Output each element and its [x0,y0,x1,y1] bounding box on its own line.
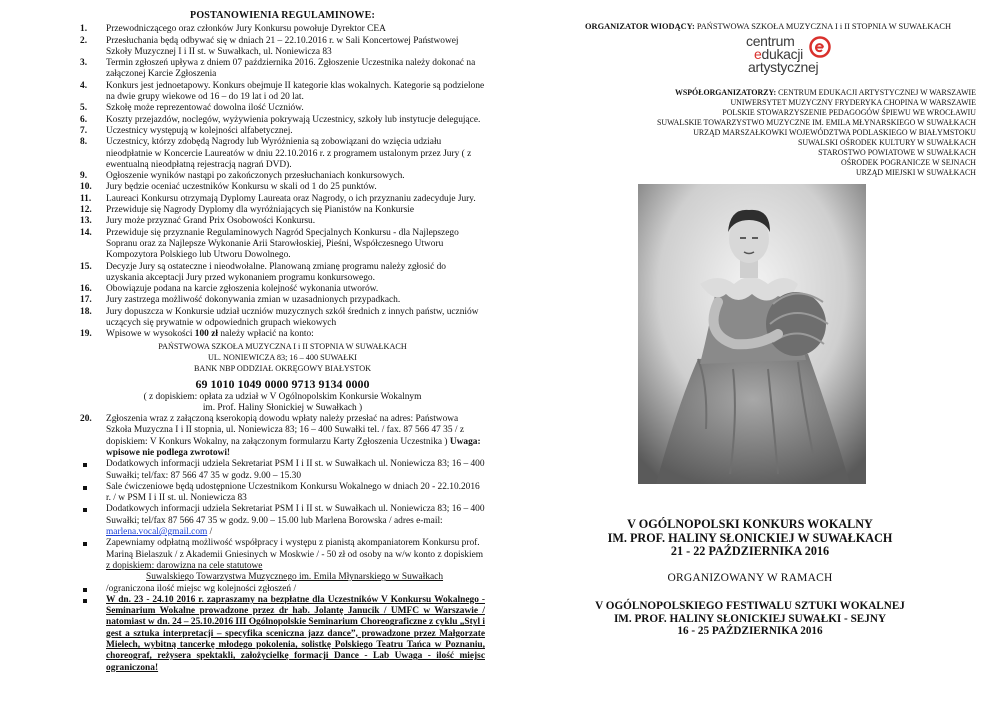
co-organizer-item: OŚRODEK POGRANICZE W SEJNACH [841,158,976,167]
item-number: 16. [80,284,92,295]
organized-within-label: ORGANIZOWANY W RAMACH [667,572,833,584]
account-note-1: ( z dopiskiem: opłata za udział w V Ogólnopolskim Konkursie Wokalnym [143,391,422,402]
festival-title: V OGÓLNOPOLSKIEGO FESTIWALU SZTUKI WOKALNEJ IM. PROF. HALINY SŁONICKIEJ SUWAŁKI - SEJNY 16 - 25 PAŹDZIERNIKA 2016 [595,600,905,637]
regulation-item [80,58,485,81]
regulation-item [80,36,485,59]
info-bullet-1: Dodatkowych informacji udziela Sekretariat PSM I i II st. w Suwałkach ul. Noniewicza 83; 16 – 400 Suwałki; tel/fax: 87 566 47 35 w godz. 9.00 – 15.30 [80,459,485,482]
item-text: Ogłoszenie wyników nastąpi po zakończonych przesłuchaniach konkursowych. [106,171,405,182]
regulation-item [80,137,485,171]
regulation-item [80,126,485,137]
co-organizer-item: URZĄD MARSZAŁKOWKI WOJEWÓDZTWA PODLASKIEGO W BIAŁYMSTOKU [693,128,976,137]
info-bullet-4: Zapewniamy odpłatną możliwość współpracy i występu z pianistą akompaniatorem Konkursu prof. Mariną Bielaszuk / z Akademii Gniesinych w Moskwie / - 50 zł od osoby na w/w konto z dopiskiem z dopiskiem: darowizna na cele statutowe Suwalskiego Towarzystwa Muzycznego im. Emila Młynarskiego w Suwałkach [80,538,485,583]
seminar-bullet [80,595,485,674]
item-number: 3. [80,58,88,69]
item-text: Jury będzie oceniać uczestników Konkursu w skali od 1 do 25 punktów. [106,182,377,193]
item-number: 17. [80,295,92,306]
info-bullet-2: Sale ćwiczeniowe będą udostępnione Uczestnikom Konkursu Wokalnego w dniach 20 - 22.10.2016 r. / w PSM I i II st. ul. Noniewicza 83 [80,482,485,505]
fee-amount: 100 zł [194,329,218,340]
account-note-2: im. Prof. Haliny Słonickiej w Suwałkach ) [202,402,363,413]
regulation-item [80,205,485,216]
bank-account-number: 69 1010 1049 0000 9713 9134 0000 [195,376,370,391]
seminar-announcement: W dn. 23 - 24.10 2016 r. zapraszamy na bezpłatne dla Uczestników V Konkursu Wokalnego - Seminarium Wokalne prowadzone przez dr hab. Jolantę Janucik / UMFC w Warszawie / natomiast w dn. 24 – 25.10.2016 III Ogólnopolskie Seminarium Choreograficzne z cyklu „Styl i gest a sztuka interpretacji – specyfika sceniczna jazz dance”, prowadzone przez Małgorzate Mielech, wybitną tancerkę młodego pokolenia, solistkę Polskiego Teatru Tańca w Poznaniu, choreograf, reżysera spektakli, założycielkę formacji Dance - Lab Uwaga - ilość miejsc ograniczona! [106,594,486,673]
regulation-item [80,103,485,114]
bank-line-3: BANK NBP ODDZIAŁ OKRĘGOWY BIAŁYSTOK [193,364,372,374]
regulation-item-19: 19. Wpisowe w wysokości 100 zł należy wpłacić na konto: [80,329,314,340]
bullet-square-icon [83,486,87,490]
item-text: Przewodniczącego oraz członków Jury Konkursu powołuje Dyrektor CEA [106,24,386,35]
bullet-square-icon [83,508,87,512]
co-organizer-item: SUWALSKIE TOWARZYSTWO MUZYCZNE IM. EMILA MŁYNARSKIEGO W SUWAŁKACH [657,118,976,127]
item-text: Jury zastrzega możliwość dokonywania zmian w uzasadnionych przypadkach. [106,295,401,306]
item-number: 8. [80,137,88,148]
title-column [500,0,992,701]
regulation-item [80,171,485,182]
item-number: 4. [80,80,88,91]
co-organizer-item: POLSKIE STOWARZYSZENIE PEDAGOGÓW ŚPIEWU WE WROCŁAWIU [722,108,976,117]
item-number: 13. [80,216,92,227]
bullet-square-icon [83,599,87,603]
info-bullet-5: /ograniczona ilość miejsc wg kolejności zgłoszeń / [80,584,485,595]
regulation-item [80,216,485,227]
item-text: Przewiduje się przyznanie Regulaminowych Nagród Specjalnych Konkursu - dla Najlepszego Sopranu oraz za Najlepsze Wykonanie Arii Starowłoskiej, Pieśni, Współczesnego Utworu Kompozytora Polskiego lub Utworu Dowolnego. [106,227,459,261]
item-text: Szkołę może reprezentować dowolna ilość Uczniów. [106,103,304,114]
item-text: Konkurs jest jednoetapowy. Konkurs obejmuje II kategorie klas wokalnych. Kategorie są podzielone na dwie grupy wiekowe od 16 – do 19 lat i od 20 lat. [106,80,485,103]
regulations-column [80,10,485,674]
item-number: 2. [80,35,88,46]
regulation-item [80,295,485,306]
cea-logo: centrum edukacji artystycznej [746,34,906,82]
regulation-item [80,262,485,285]
item-text: Laureaci Konkursu otrzymają Dyplomy Laureata oraz Nagrody, o ich przyznaniu zadecyduje Jury. [106,193,476,204]
item-number: 20. [80,414,92,425]
regulation-item [80,194,485,205]
regulation-item [80,182,485,193]
co-organizer-item: SUWALSKI OŚRODEK KULTURY W SUWAŁKACH [798,138,976,147]
item-number: 9. [80,171,88,182]
bullet-square-icon [83,588,87,592]
item-text: Przewiduje się Nagrody Dyplomy dla wyróżniających się Pianistów na Konkursie [106,205,415,216]
item-text: Jury dopuszcza w Konkursie udział uczniów muzycznych szkół średnich z innych państw, uczniów uczących się prywatnie w odpowiednich grupach wiekowych [106,306,479,329]
co-organizer-item: STAROSTWO POWIATOWE W SUWAŁKACH [818,148,976,157]
info-bullet-3: Dodatkowych informacji udziela Sekretariat PSM I i II st. w Suwałkach ul. Noniewicza 83; 16 – 400 Suwałki; tel/fax 87 566 47 35 w godz. 9.00 – 15.00 lub Marlena Borowska / adres e-mail: marlena.vocal@gmail.com / [80,504,485,538]
email-link[interactable]: marlena.vocal@gmail.com [106,527,208,538]
regulation-item [80,115,485,126]
item-text: Uczestnicy, którzy zdobędą Nagrody lub Wyróżnienia są zobowiązani do wzięcia udziału nieodpłatnie w Koncercie Laureatów w dniu 22.10.2016 r. z programem ustalonym przez Jury ( z ewentualną nieodpłatną rejestracją nagrań DVD). [106,137,472,170]
fee-warning: Uwaga: wpisowe nie podlega zwrotowi! [106,436,481,458]
regulations-list [80,24,485,329]
lead-organizer: ORGANIZATOR WIODĄCY: PAŃSTWOWA SZKOŁA MUZYCZNA I i II STOPNIA W SUWAŁKACH [585,22,952,31]
co-organizer-item: UNIWERSYTET MUZYCZNY FRYDERYKA CHOPINA W WARSZAWIE [730,98,976,107]
society-name: Suwalskiego Towarzystwa Muzycznego im. Emila Młynarskiego w Suwałkach [146,572,444,583]
item-text: Obowiązuje podana na karcie zgłoszenia kolejność wykonania utworów. [106,284,379,295]
bank-line-1: PAŃSTWOWA SZKOŁA MUZYCZNA I i II STOPNIA W SUWAŁKACH [158,341,407,351]
regulation-item [80,81,485,104]
regulation-item-20: 20. Zgłoszenia wraz z załączoną kserokopią dowodu wpłaty należy przesłać na adres: Państwowa Szkoła Muzyczna I i II stopnia, ul. Noniewicza 83; 16 – 400 Suwałki tel. / fax. 87 566 47 35 / z dopiskiem: V Konkurs Wokalny, na załączonym formularzu Karty Zgłoszenia Uczestnika ) Uwaga: wpisowe nie podlega zwrotowi! [80,414,481,458]
item-text: Uczestnicy występują w kolejności alfabetycznej. [106,125,293,136]
item-text: Termin zgłoszeń upływa z dniem 07 października 2016. Zgłoszenie Uczestnika należy dokonać na załączonej Karcie Zgłoszenia [106,58,476,80]
regulations-heading: POSTANOWIENIA REGULAMINOWE: [190,10,375,21]
bullet-square-icon [83,542,87,546]
item-text: Decyzje Jury są ostateczne i nieodwołalne. Planowaną zmianę programu należy zgłosić do uzyskania akceptacji Jury przed wykonaniem programu konkursowego. [106,261,446,283]
item-number: 7. [80,125,88,136]
regulation-item [80,307,485,330]
item-number: 6. [80,114,88,125]
regulation-item [80,228,485,262]
cea-logo-mark-icon [809,36,831,58]
co-organizer-item: URZĄD MIEJSKI W SUWAŁKACH [855,168,976,177]
item-number: 11. [80,193,92,204]
co-organizers-list [536,98,976,178]
item-number: 1. [80,24,88,35]
item-text: Koszty przejazdów, noclegów, wyżywienia pokrywają Uczestnicy, szkoły lub instytucje delegujące. [106,114,481,125]
item-number: 5. [80,103,88,114]
item-number: 10. [80,182,92,193]
regulation-item [80,284,485,295]
item-number: 19. [80,329,92,340]
item-text: Jury może przyznać Grand Prix Osobowości Konkursu. [106,216,316,227]
bank-line-2: UL. NONIEWICZA 83; 16 – 400 SUWAŁKI [208,352,357,362]
co-organizers: WSPÓŁORGANIZATORZY: CENTRUM EDUKACJI ARTYSTYCZNEJ W WARSZAWIE UNIWERSYTET MUZYCZNY FRYDERYKA CHOPINA W WARSZAWIE POLSKIE STOWARZYSZENIE PEDAGOGÓW ŚPIEWU WE WROCŁAWIU SUWALSKIE TOWARZYSTWO MUZYCZNE IM. EMILA MŁYNARSKIEGO W SUWAŁKACH URZĄD MARSZAŁKOWKI WOJEWÓDZTWA PODLASKIEGO W BIAŁYMSTOKU SUWALSKI OŚRODEK KULTURY W SUWAŁKACH STAROSTWO POWIATOWE W SUWAŁKACH OŚRODEK POGRANICZE W SEJNACH URZĄD MIEJSKI W SUWAŁKACH [536,88,976,178]
item-number: 15. [80,261,92,272]
singer-portrait-photo [638,184,866,484]
bullet-square-icon [83,463,87,467]
item-number: 14. [80,227,92,238]
contest-title: V OGÓLNOPOLSKI KONKURS WOKALNY IM. PROF. HALINY SŁONICKIEJ W SUWAŁKACH 21 - 22 PAŹDZIERNIKA 2016 [607,517,893,558]
item-number: 18. [80,306,92,317]
item-number: 12. [80,205,92,216]
item-text: Przesłuchania będą odbywać się w dniach 21 – 22.10.2016 r. w Sali Koncertowej Państwowej Szkoły Muzycznej I i II st. w Suwałkach, ul. Noniewicza 83 [106,35,459,57]
regulation-item [80,24,485,35]
